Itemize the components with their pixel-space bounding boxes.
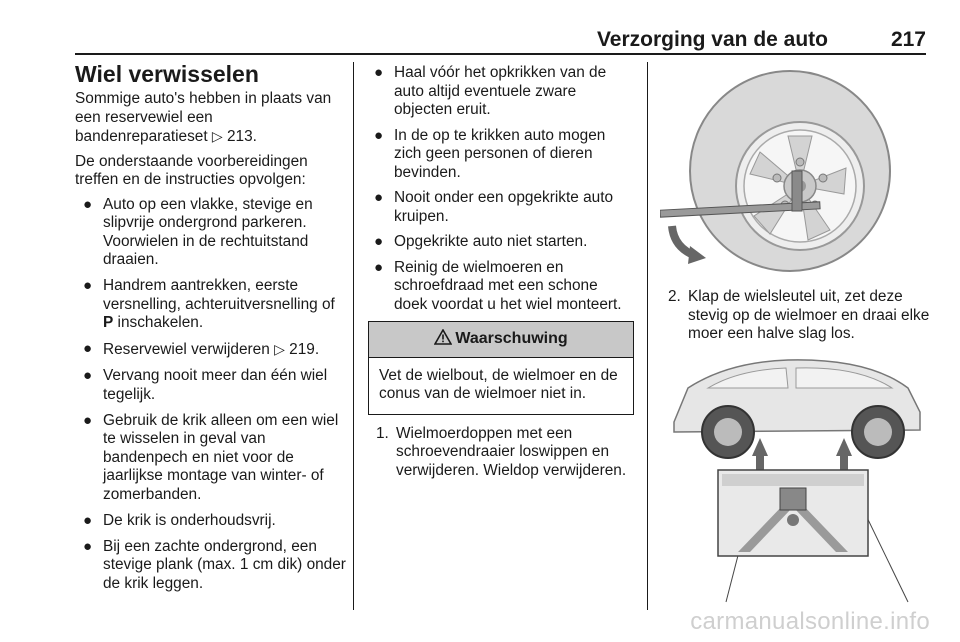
list-item xyxy=(368,259,634,315)
step-item xyxy=(368,425,634,481)
watermark: carmanualsonline.info xyxy=(690,608,930,635)
list-item-text: Handrem aantrekken, eerste versnelling, achteruitversnelling of xyxy=(103,277,335,313)
list-item xyxy=(75,412,349,505)
bullet-icon: ● xyxy=(83,195,93,213)
reference-arrow-icon: ▷ xyxy=(211,128,223,144)
bullet-icon: ● xyxy=(83,277,93,294)
prep-bullet-list xyxy=(75,196,349,594)
column-divider-2 xyxy=(647,62,648,610)
bullet-icon: ● xyxy=(83,367,93,384)
list-item xyxy=(75,538,349,594)
list-item xyxy=(75,277,349,333)
intro-text: Sommige auto's hebben in plaats van een reservewiel een bandenreparatieset xyxy=(75,90,332,145)
list-item-text: Reinig de wielmoeren en schroefdraad met een schone doek voordat u het wiel monteert. xyxy=(394,258,622,313)
list-item xyxy=(368,189,634,226)
intro-paragraph xyxy=(75,90,349,147)
header-divider xyxy=(75,53,926,55)
warning-title: Waarschuwing xyxy=(455,330,568,347)
list-item-text: inschakelen. xyxy=(117,314,204,331)
step-number: 1. xyxy=(376,424,389,442)
section-title: Wiel verwisselen xyxy=(75,61,259,87)
bullet-icon: ● xyxy=(83,537,93,555)
list-item-text: Opgekrikte auto niet starten. xyxy=(394,233,588,250)
spare-wheel-page-link[interactable]: 219. xyxy=(289,341,320,358)
warning-box xyxy=(368,321,634,415)
list-item xyxy=(75,512,349,531)
step-text: Klap de wielsleutel uit, zet deze stevig op de wielmoer en draai elke moer een halve slag los. xyxy=(688,288,930,342)
car-jack-illustration xyxy=(668,352,926,604)
list-item-text: Auto op een vlakke, stevige en slipvrije ondergrond parkeren. Voorwielen in de rechtuitstand draaien. xyxy=(103,195,313,268)
middle-column xyxy=(368,64,634,488)
list-item xyxy=(75,340,349,360)
step-text: Wielmoerdoppen met een schroevendraaier loswippen en verwijderen. Wieldop verwijderen. xyxy=(396,424,627,479)
list-item-text: Haal vóór het opkrikken van de auto altijd eventuele zware objecten eruit. xyxy=(394,64,607,118)
list-item xyxy=(368,127,634,183)
chapter-title: Verzorging van de auto xyxy=(596,28,828,51)
list-item xyxy=(75,196,349,270)
list-item-text: Bij een zachte ondergrond, een stevige plank (max. 1 cm dik) onder de krik leggen. xyxy=(103,537,346,592)
step-item xyxy=(660,288,930,344)
list-item-text: Reservewiel verwijderen xyxy=(103,341,270,358)
list-item-text: In de op te krikken auto mogen zich geen personen of dieren bevinden. xyxy=(394,126,606,181)
step-list xyxy=(660,288,930,352)
safety-bullet-list xyxy=(368,64,634,314)
warning-body: Vet de wielbout, de wielmoer en de conus van de wielmoer niet in. xyxy=(379,366,618,402)
gear-symbol: P xyxy=(103,314,114,331)
bullet-icon: ● xyxy=(374,258,384,276)
list-item-text: Nooit onder een opgekrikte auto kruipen. xyxy=(394,189,614,225)
bullet-icon: ● xyxy=(83,511,93,529)
bullet-icon: ● xyxy=(374,126,384,144)
bullet-icon: ● xyxy=(83,411,93,429)
warning-header xyxy=(369,322,633,358)
bullet-icon: ● xyxy=(374,233,384,250)
list-item-text: Gebruik de krik alleen om een wiel te wisselen in geval van bandenpech en niet voor de jaarlijkse montage van winter- of zomerbanden. xyxy=(103,411,339,503)
list-item-text: Vervang nooit meer dan één wiel tegelijk. xyxy=(103,367,328,403)
list-item xyxy=(75,367,349,404)
bullet-icon: ● xyxy=(374,64,384,81)
intro-page-link[interactable]: 213. xyxy=(226,128,257,145)
list-item xyxy=(368,64,634,120)
bullet-icon: ● xyxy=(374,189,384,206)
list-item-text: De krik is onderhoudsvrij. xyxy=(103,511,276,529)
bullet-icon: ● xyxy=(83,340,93,357)
column-divider-1 xyxy=(353,62,354,610)
prep-paragraph: De onderstaande voorbereidingen treffen en de instructies opvolgen: xyxy=(75,152,308,188)
step-list xyxy=(368,425,634,481)
page-number: 217 xyxy=(890,28,926,51)
warning-triangle-icon xyxy=(434,329,452,345)
reference-arrow-icon: ▷ xyxy=(274,341,285,357)
list-item xyxy=(368,233,634,252)
wheel-wrench-illustration xyxy=(660,66,926,274)
step-number: 2. xyxy=(668,288,681,305)
page-header xyxy=(75,28,926,52)
left-column xyxy=(75,60,349,601)
